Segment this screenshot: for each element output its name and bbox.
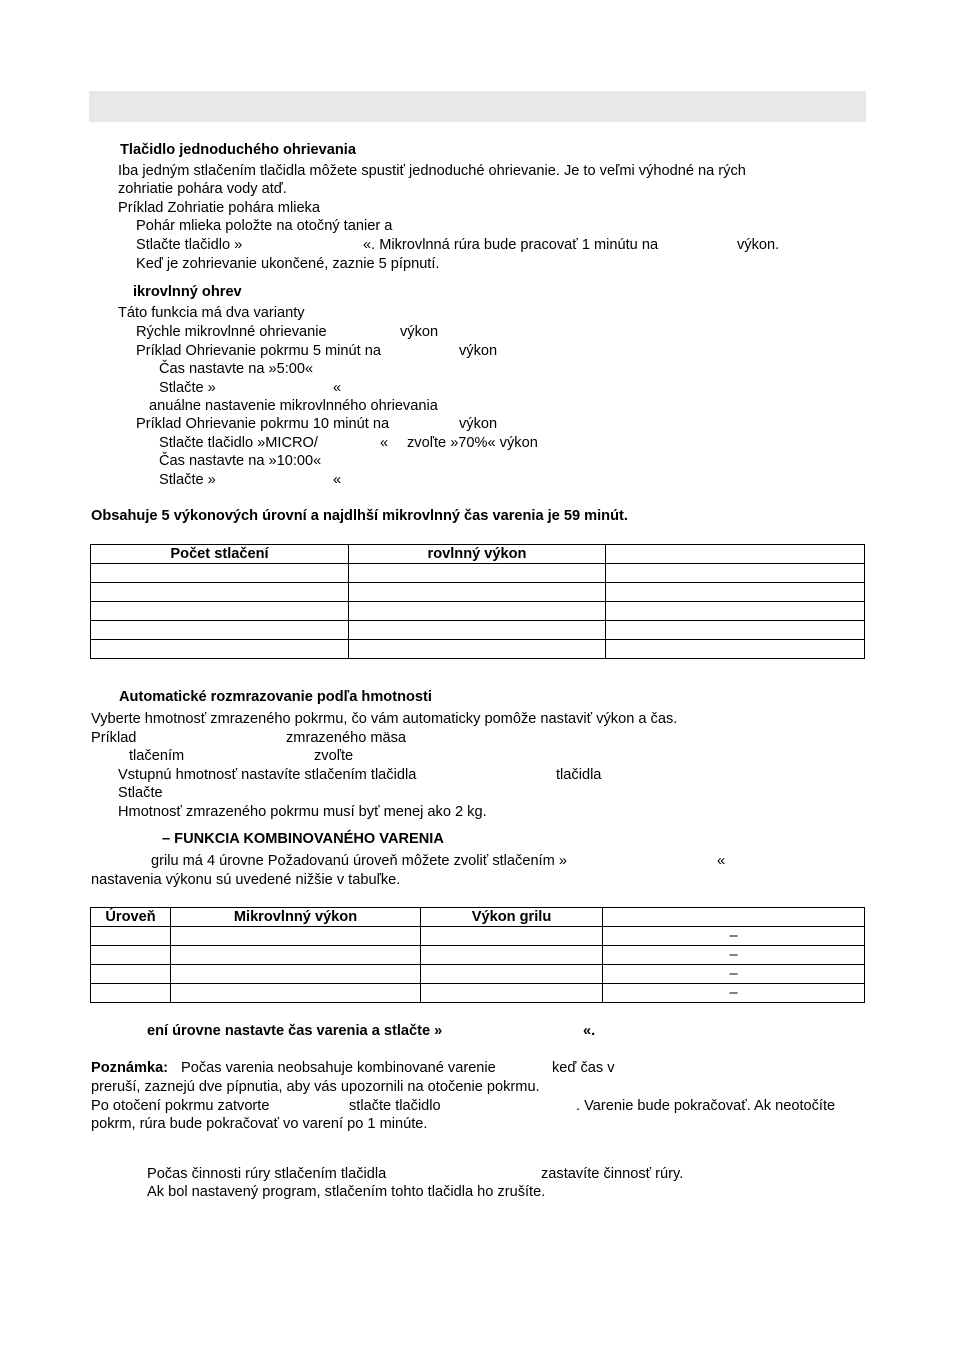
step-text: «. Mikrovlnná rúra bude pracovať 1 minútu na [363, 237, 659, 253]
note-text: pokrm, rúra bude pokračovať vo varení po 1 minúte. [91, 1116, 428, 1132]
table-cell [91, 984, 171, 1003]
note-text: keď čas v [552, 1060, 615, 1076]
example-heading: Príklad Ohrievanie pokrmu 10 minút na [136, 416, 390, 432]
paragraph: Táto funkcia má dva varianty [118, 305, 305, 321]
table-cell [349, 602, 606, 621]
table-cell [349, 583, 606, 602]
table-cell [171, 927, 421, 946]
table-header-row [91, 545, 865, 564]
example-heading: Príklad Zohriatie pohára mlieka [118, 200, 320, 216]
table-cell [91, 946, 171, 965]
step-text: Pohár mlieka položte na otočný tanier a [136, 218, 393, 234]
paragraph: nastavenia výkonu sú uvedené nižšie v tabuľke. [91, 872, 401, 888]
step-text: « [333, 472, 342, 488]
example-heading: Príklad Ohrievanie pokrmu 5 minút na [136, 343, 381, 359]
note-text: stlačte tlačidlo [349, 1098, 441, 1114]
table-cell [91, 927, 171, 946]
table-row [91, 640, 865, 659]
paragraph: grilu má 4 úrovne Požadovanú úroveň môžete zvoliť stlačením » [151, 853, 567, 869]
paragraph: Vyberte hmotnosť zmrazeného pokrmu, čo vám automaticky pomôže nastaviť výkon a čas. [91, 711, 678, 727]
note-text: Po otočení pokrmu zatvorte [91, 1098, 270, 1114]
table-cell [91, 602, 349, 621]
paragraph: Iba jedným stlačením tlačidla môžete spustiť jednoduché ohrievanie. Je to veľmi výhodné na rých [118, 163, 746, 179]
step-text: Stlačte » [159, 380, 216, 396]
section-header-bar [89, 91, 866, 122]
table-cell [91, 965, 171, 984]
example-heading: zmrazeného mäsa [286, 730, 407, 746]
step-text: zvoľte »70%« výkon [407, 435, 538, 451]
table-cell [606, 583, 865, 602]
table-cell [171, 946, 421, 965]
table-header-cell: Počet stlačení [91, 545, 349, 564]
step-text: výkon. [737, 237, 780, 253]
paragraph: Ak bol nastavený program, stlačením tohto tlačidla ho zrušíte. [147, 1184, 546, 1200]
table-cell [421, 946, 603, 965]
table-cell: – [603, 965, 865, 984]
step-text: « [380, 435, 389, 451]
table-cell [421, 984, 603, 1003]
table-cell [91, 621, 349, 640]
instruction-text: «. [583, 1023, 596, 1039]
power-levels-table [90, 544, 865, 659]
variant-text: anuálne nastavenie mikrovlnného ohrievania [149, 398, 438, 414]
step-text: tlačidla [556, 767, 602, 783]
variant-text: Rýchle mikrovlnné ohrievanie [136, 324, 327, 340]
table-header-cell: Mikrovlnný výkon [171, 908, 421, 927]
table-header-row [91, 908, 865, 927]
section-title-auto-defrost: Automatické rozmrazovanie podľa hmotnosti [119, 689, 432, 705]
table-cell [171, 984, 421, 1003]
table-header-cell: Výkon grilu [421, 908, 603, 927]
step-text: Stlačte tlačidlo »MICRO/ [159, 435, 318, 451]
variant-text: výkon [400, 324, 439, 340]
table-cell [91, 564, 349, 583]
table-row [91, 583, 865, 602]
step-text: Stlačte [118, 785, 163, 801]
step-text: Keď je zohrievanie ukončené, zaznie 5 pípnutí. [136, 256, 440, 272]
table-cell [421, 927, 603, 946]
table-cell: – [603, 927, 865, 946]
table-header-cell: Úroveň [91, 908, 171, 927]
note-text: Počas varenia neobsahuje kombinované varenie [181, 1060, 496, 1076]
grill-levels-table [90, 907, 865, 1003]
table-cell [606, 621, 865, 640]
paragraph: zastavíte činnosť rúry. [541, 1166, 684, 1182]
table-cell [606, 640, 865, 659]
table-row [91, 965, 865, 984]
note-label: Poznámka: [91, 1060, 169, 1076]
step-text: Stlačte » [159, 472, 216, 488]
note-text: preruší, zaznejú dve pípnutia, aby vás upozornili na otočenie pokrmu. [91, 1079, 540, 1095]
table-row [91, 602, 865, 621]
table-cell [349, 640, 606, 659]
step-text: tlačením [129, 748, 185, 764]
table-row [91, 564, 865, 583]
table-cell [606, 602, 865, 621]
table-cell [421, 965, 603, 984]
table-row [91, 984, 865, 1003]
table-cell [91, 583, 349, 602]
step-text: Čas nastavte na »5:00« [159, 361, 314, 377]
paragraph: Počas činnosti rúry stlačením tlačidla [147, 1166, 387, 1182]
table-row [91, 946, 865, 965]
table-cell [91, 640, 349, 659]
paragraph: zohriatie pohára vody atď. [118, 181, 287, 197]
table-cell: – [603, 946, 865, 965]
table-row [91, 927, 865, 946]
step-text: « [333, 380, 342, 396]
section-title-microwave: ikrovlnný ohrev [133, 284, 242, 300]
table-header-cell [603, 908, 865, 927]
step-text: Stlačte tlačidlo » [136, 237, 243, 253]
step-text: Hmotnosť zmrazeného pokrmu musí byť menej ako 2 kg. [118, 804, 487, 820]
table-cell [349, 621, 606, 640]
example-heading: výkon [459, 416, 498, 432]
section-title-simple-heating: Tlačidlo jednoduchého ohrievania [120, 142, 356, 158]
example-heading: Príklad [91, 730, 137, 746]
instruction-text: ení úrovne nastavte čas varenia a stlačte » [147, 1023, 443, 1039]
section-title-combination: – FUNKCIA KOMBINOVANÉHO VARENIA [162, 831, 444, 847]
note-text: . Varenie bude pokračovať. Ak neotočíte [576, 1098, 836, 1114]
table-header-cell: rovlnný výkon [349, 545, 606, 564]
power-levels-note: Obsahuje 5 výkonových úrovní a najdlhší mikrovlnný čas varenia je 59 minút. [91, 508, 628, 524]
table-row [91, 621, 865, 640]
example-heading: výkon [459, 343, 498, 359]
step-text: zvoľte [314, 748, 354, 764]
table-cell: – [603, 984, 865, 1003]
table-cell [606, 564, 865, 583]
table-cell [349, 564, 606, 583]
paragraph: « [717, 853, 726, 869]
table-cell [171, 965, 421, 984]
step-text: Čas nastavte na »10:00« [159, 453, 322, 469]
table-header-cell [606, 545, 865, 564]
step-text: Vstupnú hmotnosť nastavíte stlačením tlačidla [118, 767, 417, 783]
